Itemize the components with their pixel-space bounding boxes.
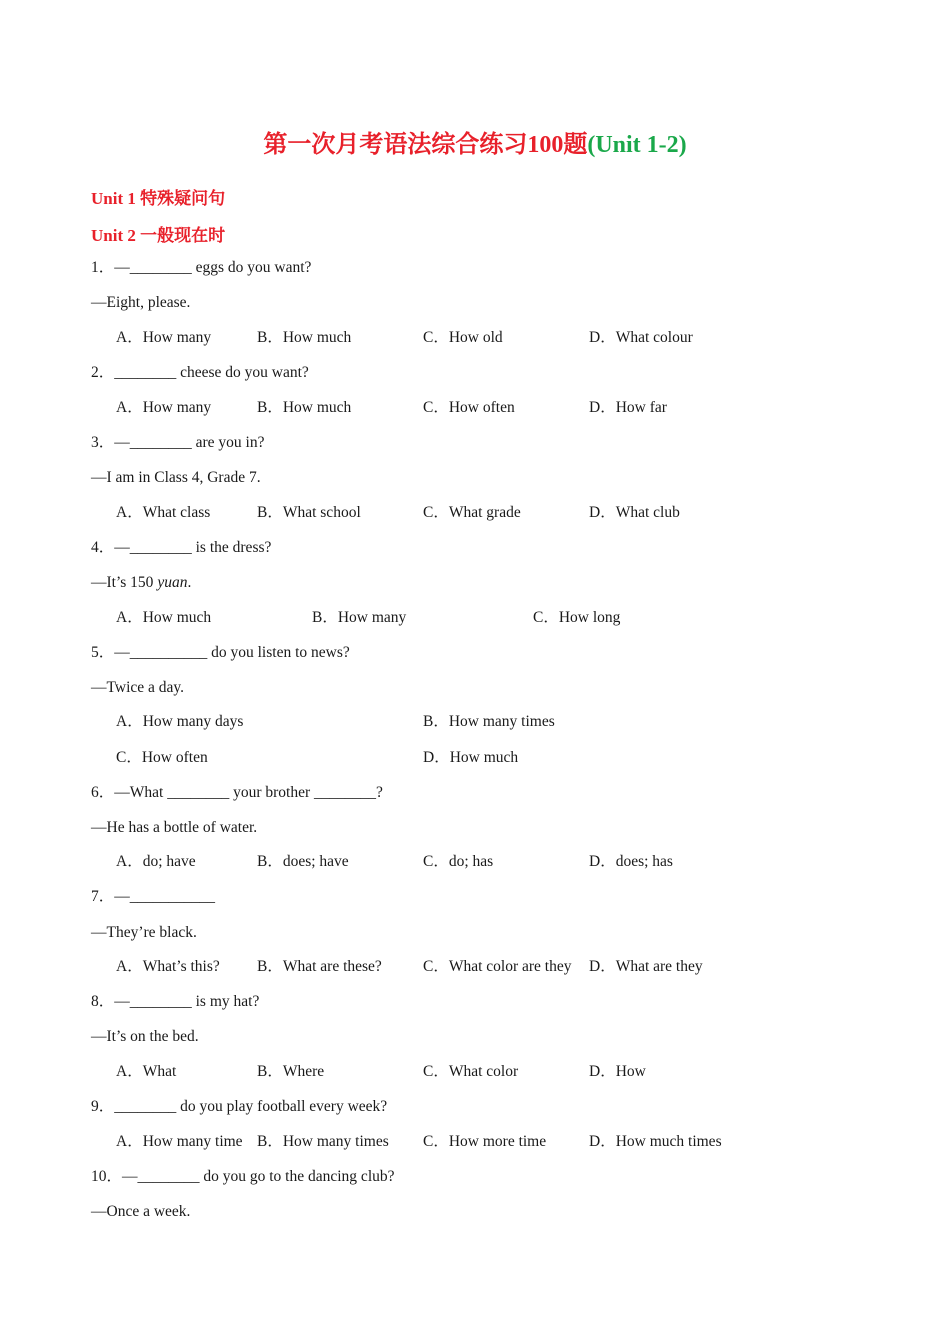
question-stem: 5．—__________ do you listen to news? [91, 644, 350, 661]
option-a: A．How many time [116, 1133, 243, 1150]
option-a: A．What class [116, 504, 211, 521]
option-b: B．How many [312, 609, 407, 626]
option-b: B．How much [257, 329, 352, 346]
answer-line: —He has a bottle of water. [91, 819, 258, 836]
question-stem: 6．—What ________ your brother ________? [91, 784, 383, 801]
title-unit: (Unit 1-2) [587, 132, 687, 158]
option-b: B．How much [257, 399, 352, 416]
question-stem: 3．—________ are you in? [91, 434, 265, 451]
option-c: C．do; has [423, 853, 494, 870]
question-stem: 1．—________ eggs do you want? [91, 259, 312, 276]
option-d: D．What club [589, 504, 680, 521]
option-a: A．do; have [116, 853, 196, 870]
option-d: D．How much [423, 749, 519, 766]
option-b: B．What are these? [257, 958, 382, 975]
question-stem: 8．—________ is my hat? [91, 993, 260, 1010]
option-a: A．How many [116, 399, 212, 416]
option-b: B．What school [257, 504, 361, 521]
section-heading-unit2: Unit 2 一般现在时 [91, 226, 226, 245]
answer-line: —Eight, please. [91, 294, 191, 311]
option-b: B．does; have [257, 853, 349, 870]
option-d: D．What colour [589, 329, 693, 346]
option-c: C．How long [533, 609, 621, 626]
option-a: A．How much [116, 609, 212, 626]
option-d: D．does; has [589, 853, 673, 870]
option-a: A．How many [116, 329, 212, 346]
question-stem: 2．________ cheese do you want? [91, 364, 309, 381]
option-a: A．What’s this? [116, 958, 220, 975]
question-stem: 7．—___________ [91, 888, 216, 905]
option-c: C．How often [116, 749, 208, 766]
option-d: D．How far [589, 399, 667, 416]
option-b: B．Where [257, 1063, 325, 1080]
answer-line: —Twice a day. [91, 679, 185, 696]
option-c: C．What color are they [423, 958, 572, 975]
option-c: C．What color [423, 1063, 519, 1080]
answer-line: —I am in Class 4, Grade 7. [91, 469, 261, 486]
option-d: D．What are they [589, 958, 703, 975]
section-heading-unit1: Unit 1 特殊疑问句 [91, 189, 226, 208]
option-d: D．How [589, 1063, 646, 1080]
option-c: C．How old [423, 329, 503, 346]
option-c: C．What grade [423, 504, 521, 521]
answer-line: —Once a week. [91, 1203, 191, 1220]
answer-line: —They’re black. [91, 924, 197, 941]
question-stem: 4．—________ is the dress? [91, 539, 272, 556]
question-stem: 10．—________ do you go to the dancing club? [91, 1168, 395, 1185]
option-b: B．How many times [257, 1133, 389, 1150]
answer-line: —It’s on the bed. [91, 1028, 199, 1045]
question-stem: 9．________ do you play football every week? [91, 1098, 388, 1115]
option-a: A．What [116, 1063, 177, 1080]
option-d: D．How much times [589, 1133, 722, 1150]
option-c: C．How more time [423, 1133, 547, 1150]
answer-line: —It’s 150 yuan. [91, 574, 192, 591]
option-b: B．How many times [423, 713, 555, 730]
option-a: A．How many days [116, 713, 244, 730]
page-title: 第一次月考语法综合练习100题(Unit 1-2) [263, 132, 687, 158]
option-c: C．How often [423, 399, 515, 416]
